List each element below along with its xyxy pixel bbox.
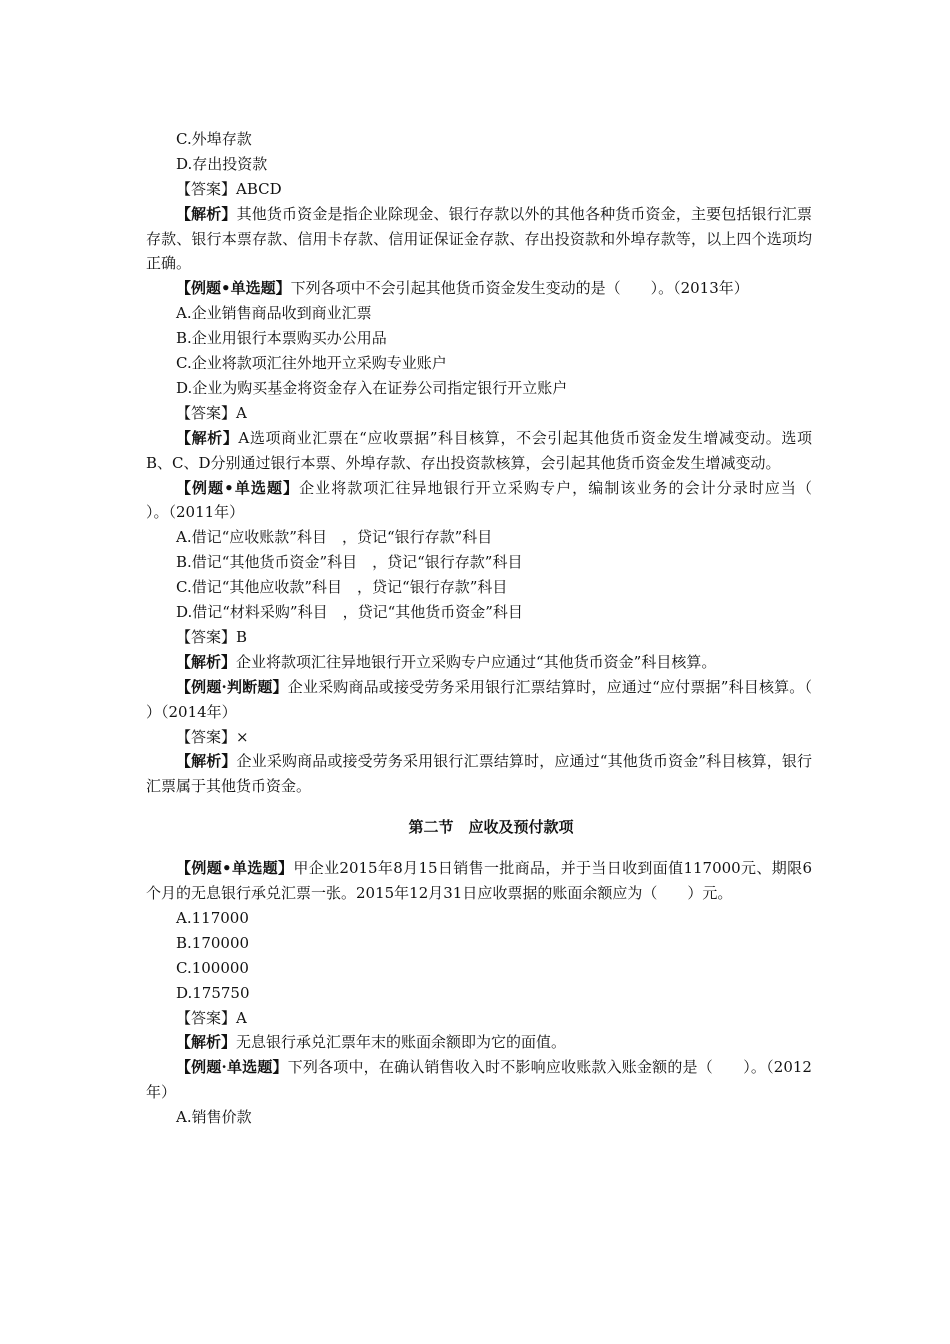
option-d: D.175750 <box>176 983 250 1002</box>
analysis-paragraph <box>146 426 812 476</box>
question-tag: 【例题·判断题】 <box>176 677 288 696</box>
analysis-tag: 【解析】 <box>176 1033 237 1052</box>
option-c: C.外埠存款 <box>176 130 252 148</box>
option-a: A.借记“应收账款”科目 ，贷记“银行存款”科目 <box>176 528 493 547</box>
option-d: D.借记“材料采购”科目 ，贷记“其他货币资金”科目 <box>176 603 523 622</box>
question-text: 下列各项中不会引起其他货币资金发生变动的是（ ）。（2013年） <box>290 279 749 298</box>
analysis-paragraph <box>146 1030 812 1055</box>
analysis-text: 无息银行承兑汇票年末的账面余额即为它的面值。 <box>236 1033 567 1052</box>
analysis-text: 其他货币资金是指企业除现金、银行存款以外的其他各种货币资金，主要包括银行汇票存款、银行本票存款、信用卡存款、信用证保证金存款、存出投资款和外埠存款等，以上四个选项均正确。 <box>146 204 812 273</box>
option-d: D.企业为购买基金将资金存入在证券公司指定银行开立账户 <box>176 378 568 397</box>
page-content <box>146 127 843 1130</box>
question-text: 下列各项中，在确认销售收入时不影响应收账款入账金额的是（ ）。（2012年） <box>146 1058 812 1102</box>
answer-value: A <box>236 403 247 422</box>
section-heading: 第二节 应收及预付款项 <box>408 818 574 837</box>
option-a: A.117000 <box>176 908 249 927</box>
analysis-tag: 【解析】 <box>176 428 239 447</box>
answer-line <box>146 401 812 426</box>
answer-value: A <box>236 1008 247 1027</box>
analysis-paragraph <box>146 202 812 277</box>
answer-tag: 【答案】 <box>176 403 237 422</box>
question-text: 企业采购商品或接受劳务采用银行汇票结算时，应通过“应付票据”科目核算。（ ）（2014年） <box>146 677 843 721</box>
analysis-tag: 【解析】 <box>176 652 237 671</box>
analysis-text: 企业将款项汇往异地银行开立采购专户应通过“其他货币资金”科目核算。 <box>236 652 717 671</box>
analysis-text: A选项商业汇票在“应收票据”科目核算，不会引起其他货币资金发生增减变动。选项B、C、D分别通过银行本票、外埠存款、存出投资款核算，会引起其他货币资金发生增减变动。 <box>146 428 812 472</box>
answer-tag: 【答案】 <box>176 179 237 198</box>
option-a: A.销售价款 <box>176 1108 252 1127</box>
question-stem <box>146 675 843 725</box>
analysis-text: 企业采购商品或接受劳务采用银行汇票结算时，应通过“其他货币资金”科目核算，银行汇票属于其他货币资金。 <box>146 752 812 796</box>
option-b: B.企业用银行本票购买办公用品 <box>176 329 387 348</box>
option-a: A.企业销售商品收到商业汇票 <box>176 304 372 323</box>
analysis-paragraph <box>146 749 812 799</box>
option-d: D.存出投资款 <box>176 154 268 173</box>
answer-value: ABCD <box>236 179 282 198</box>
option-c: C.企业将款项汇往外地开立采购专业账户 <box>176 354 447 373</box>
option-c: C.借记“其他应收款”科目 ，贷记“银行存款”科目 <box>176 578 508 597</box>
answer-line <box>146 725 812 750</box>
analysis-paragraph <box>146 650 812 675</box>
answer-value: B <box>236 627 248 646</box>
option-b: B.170000 <box>176 933 250 952</box>
answer-tag: 【答案】 <box>176 1008 237 1027</box>
answer-tag: 【答案】 <box>176 627 237 646</box>
question-tag: 【例题•单选题】 <box>176 279 291 298</box>
question-stem <box>146 1055 812 1105</box>
question-stem <box>146 856 812 906</box>
answer-line <box>146 177 812 202</box>
option-b: B.借记“其他货币资金”科目 ，贷记“银行存款”科目 <box>176 553 523 572</box>
question-text: 甲企业2015年8月15日销售一批商品，并于当日收到面值117000元、期限6个月的无息银行承兑汇票一张。2015年12月31日应收票据的账面余额应为（ ）元。 <box>146 859 812 903</box>
question-tag: 【例题•单选题】 <box>176 859 294 878</box>
question-stem <box>146 476 843 526</box>
option-c: C.100000 <box>176 958 249 977</box>
answer-line <box>146 1006 812 1031</box>
question-stem <box>146 276 812 301</box>
question-tag: 【例题•单选题】 <box>176 478 300 497</box>
answer-value: × <box>236 727 249 746</box>
analysis-tag: 【解析】 <box>176 752 237 771</box>
analysis-tag: 【解析】 <box>176 204 237 223</box>
question-tag: 【例题·单选题】 <box>176 1058 288 1077</box>
answer-tag: 【答案】 <box>176 727 237 746</box>
question-text: 企业将款项汇往异地银行开立采购专户，编制该业务的会计分录时应当（ ）。（2011年） <box>146 478 843 522</box>
answer-line <box>146 625 812 650</box>
